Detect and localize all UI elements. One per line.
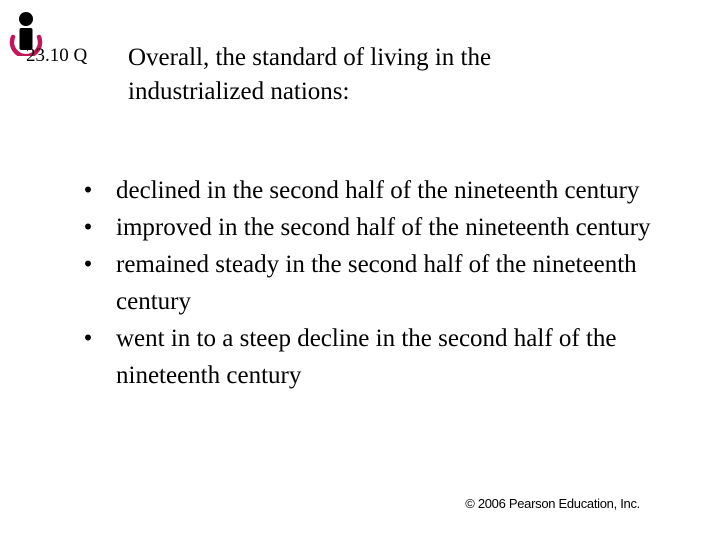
answer-text: improved in the second half of the nineteenth century [116,214,651,241]
answer-text: went in to a steep decline in the second half of the nineteenth century [116,325,617,389]
answer-text: declined in the second half of the nineteenth century [116,177,640,204]
question-number: 23.10 Q [26,45,88,66]
bullet-icon: • [83,214,93,241]
bullet-icon: • [83,177,93,204]
question-text: Overall, the standard of living in the industrialized nations: [128,44,492,105]
answer-text: remained steady in the second half of the nineteenth century [116,251,637,315]
answer-option-2 [78,209,678,246]
answer-option-1 [78,172,678,209]
answer-option-3 [78,246,678,320]
bullet-icon: • [83,251,93,278]
answer-option-4 [78,320,678,394]
answer-list [78,172,678,394]
bullet-icon: • [83,325,93,352]
copyright-footer: © 2006 Pearson Education, Inc. [465,496,640,511]
